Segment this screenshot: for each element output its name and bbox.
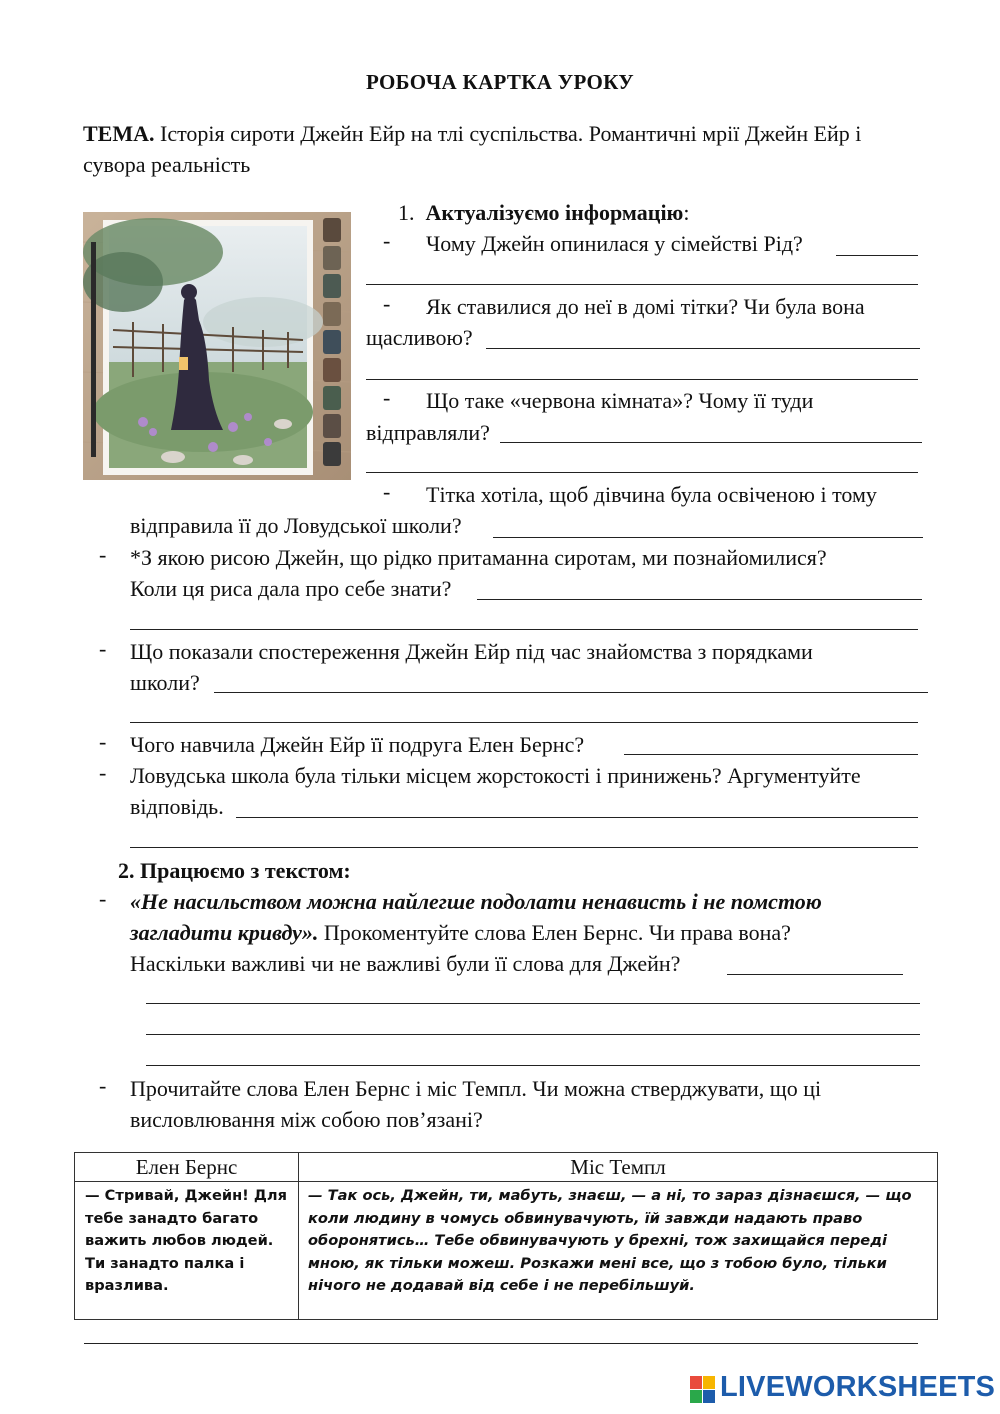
section-2-question-1-text: Прокоментуйте слова Елен Бернс. Чи права вона? <box>318 920 791 945</box>
table-header-elen-burns: Елен Бернс <box>135 1155 238 1179</box>
quote-line-2 <box>130 917 791 948</box>
painting-image <box>83 212 351 480</box>
question-3-line-2: відправляли? <box>366 420 490 445</box>
topic-text-1: Історія сироти Джейн Ейр на тлі суспільства. Романтичні мрії Джейн Ейр і <box>154 121 862 146</box>
question-8-line-2: відповідь. <box>130 794 224 819</box>
answer-line[interactable] <box>130 722 918 723</box>
worksheet-title: РОБОЧА КАРТКА УРОКУ <box>366 70 634 94</box>
section-2-heading: 2. Працюємо з текстом: <box>118 858 351 883</box>
question-6-line-1: Що показали спостереження Джейн Ейр під час знайомства з порядками <box>130 639 813 664</box>
question-4-line-1: Тітка хотіла, щоб дівчина була освіченою і тому <box>426 482 877 507</box>
quote-text-1: «Не насильством можна найлегше подолати ненависть і не помстою <box>130 889 822 914</box>
question-8-line-1: Ловудська школа була тільки місцем жорстокості і принижень? Аргументуйте <box>130 763 861 788</box>
question-3-line-1: Що таке «червона кімната»? Чому її туди <box>426 388 814 413</box>
answer-line[interactable] <box>130 629 918 630</box>
bullet-dash: - <box>99 636 107 661</box>
answer-line[interactable] <box>214 692 928 693</box>
jane-eyre-painting <box>83 212 351 480</box>
bullet-dash: - <box>99 729 107 754</box>
answer-line[interactable] <box>130 847 918 848</box>
answer-line[interactable] <box>836 255 918 256</box>
bullet-dash: - <box>99 886 107 911</box>
section-1-title: Актуалізуємо інформацію <box>425 200 684 225</box>
bullet-dash: - <box>383 228 391 253</box>
answer-line[interactable] <box>486 348 920 349</box>
bullet-dash: - <box>383 385 391 410</box>
bullet-dash: - <box>99 542 107 567</box>
answer-line[interactable] <box>146 1003 920 1004</box>
answer-line[interactable] <box>366 379 918 380</box>
table-header-miss-temple: Міс Темпл <box>570 1155 666 1179</box>
answer-line[interactable] <box>236 817 918 818</box>
section-2-question-2-line-2: висловлювання між собою пов’язані? <box>130 1107 483 1132</box>
quotes-table <box>74 1152 938 1320</box>
topic-line-2: сувора реальність <box>83 152 251 177</box>
section-1-heading <box>398 197 690 228</box>
section-1-colon: : <box>683 200 690 225</box>
bullet-dash: - <box>383 479 391 504</box>
question-6-line-2: школи? <box>130 670 200 695</box>
question-2-line-1: Як ставилися до неї в домі тітки? Чи була вона <box>426 294 865 319</box>
answer-line[interactable] <box>493 537 923 538</box>
bullet-dash: - <box>99 1073 107 1098</box>
question-5-line-2: Коли ця риса дала про себе знати? <box>130 576 452 601</box>
bullet-dash: - <box>383 291 391 316</box>
table-header-divider <box>75 1181 937 1182</box>
question-4-line-2: відправила її до Ловудської школи? <box>130 513 462 538</box>
question-2-line-2: щасливою? <box>366 325 473 350</box>
answer-line[interactable] <box>146 1034 920 1035</box>
bullet-dash: - <box>99 760 107 785</box>
section-2-question-1-line-3: Наскільки важливі чи не важливі були її слова для Джейн? <box>130 951 681 976</box>
answer-line[interactable] <box>727 974 903 975</box>
answer-line[interactable] <box>624 754 918 755</box>
table-cell-miss-temple: — Так ось, Джейн, ти, мабуть, знаєш, — а ні, то зараз дізнаєшся, — що коли людину в чомусь обвинувачують, їй завжди надають право оборонятись… Тебе обвинувачують у брехні, тож захищайся переді мною, як тільки можеш. Розкажи мені все, що з тобою було, тільки нічого не додавай від себе і не перебільшуй. <box>308 1187 912 1294</box>
table-cell-elen-burns: — Стривай, Джейн! Для тебе занадто багато важить любов людей. Ти занадто палка і вразлива. <box>85 1187 287 1294</box>
question-5-line-1: *З якою рисою Джейн, що рідко притаманна сиротам, ми познайомилися? <box>130 545 827 570</box>
topic-line-1 <box>83 118 861 149</box>
quote-line-1 <box>130 886 822 917</box>
liveworksheets-wordmark: LIVEWORKSHEETS <box>720 1371 996 1403</box>
answer-line[interactable] <box>477 599 922 600</box>
answer-line[interactable] <box>500 442 922 443</box>
answer-line[interactable] <box>146 1065 920 1066</box>
section-2-question-2-line-1: Прочитайте слова Елен Бернс і міс Темпл. Чи можна стверджувати, що ці <box>130 1076 822 1101</box>
question-1: Чому Джейн опинилася у сімействі Рід? <box>426 231 803 256</box>
answer-line[interactable] <box>366 284 918 285</box>
section-1-number: 1. <box>398 200 415 225</box>
quote-text-2: загладити кривду». <box>130 920 319 945</box>
liveworksheets-logo <box>690 1371 996 1404</box>
question-7: Чого навчила Джейн Ейр її подруга Елен Бернс? <box>130 732 585 757</box>
liveworksheets-icon <box>690 1376 716 1404</box>
answer-line[interactable] <box>366 472 918 473</box>
answer-line[interactable] <box>84 1343 918 1344</box>
topic-label: ТЕМА. <box>83 121 155 146</box>
